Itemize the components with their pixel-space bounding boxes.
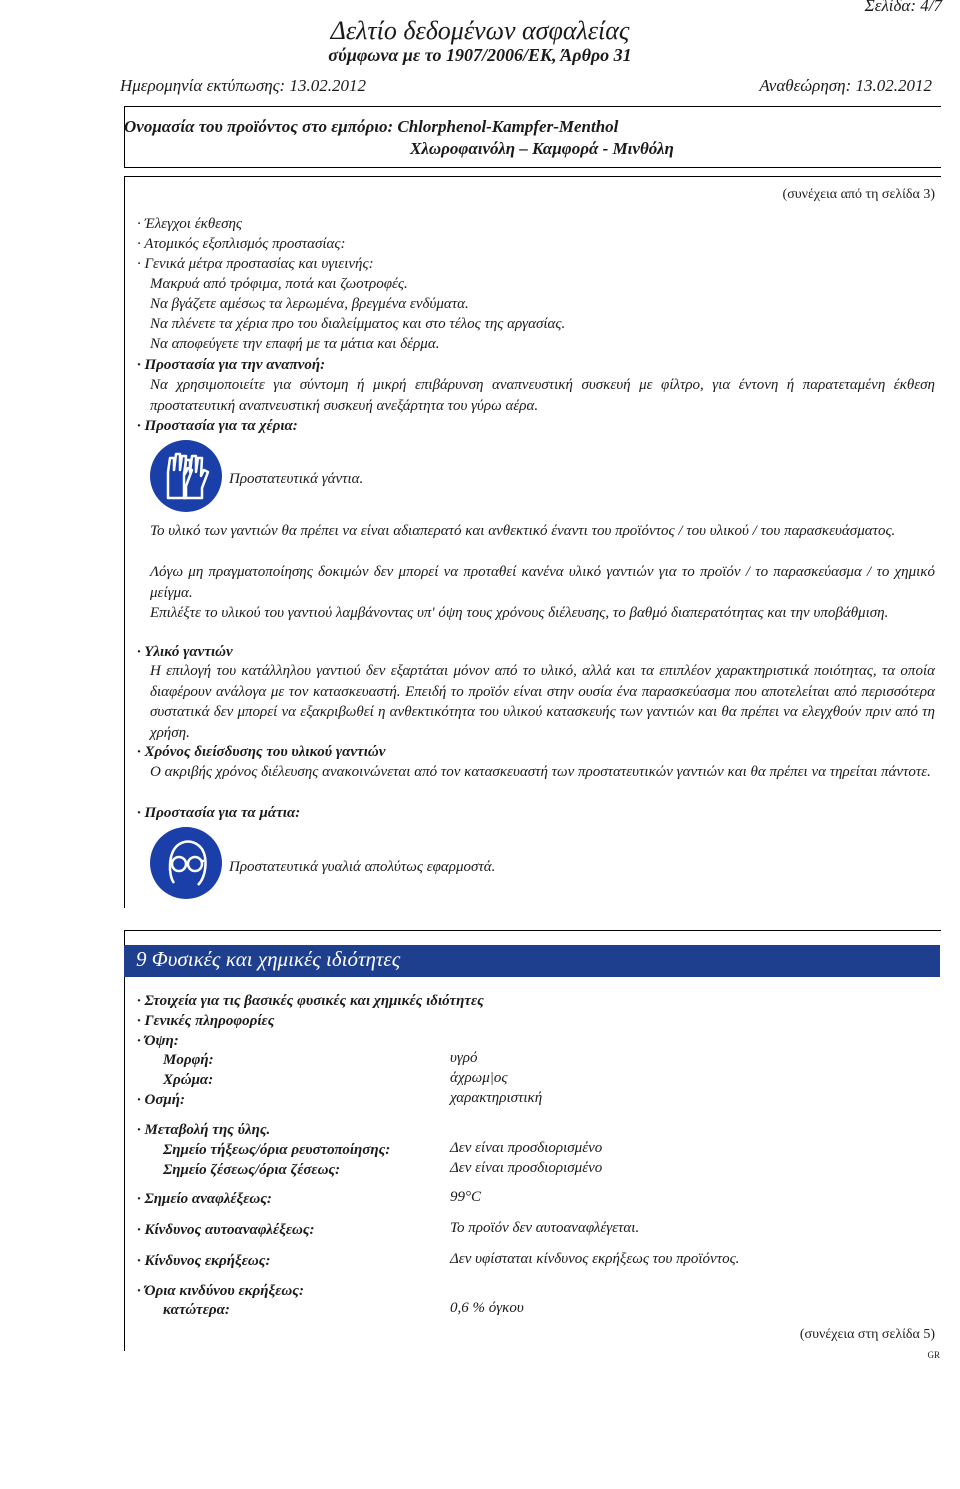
gloves-label: Προστατευτικά γάντια. — [229, 471, 364, 487]
melting-value: Δεν είναι προσδιορισμένο — [450, 1140, 603, 1156]
glove-material-heading: · Υλικό γαντιών — [137, 644, 233, 660]
section-9-header — [124, 945, 940, 977]
revision-date: Αναθεώρηση: 13.02.2012 — [759, 76, 932, 95]
odor-value: χαρακτηριστική — [450, 1090, 543, 1106]
penetration-text: Ο ακριβής χρόνος διέλευσης ανακοινώνεται από τον κατασκευαστή των προστατευτικών γαντιών και θα πρέπει να τηρείται πάντοτε. — [150, 764, 931, 780]
auto-ignition-label: · Κίνδυνος αυτοαναφλέξεως: — [137, 1222, 315, 1238]
product-name-greek: Χλωροφαινόλη – Καμφορά - Μινθόλη — [410, 139, 674, 158]
hygiene-line-3: Να πλένετε τα χέρια προ του διαλείμματος και στο τέλος της αργασίας. — [150, 316, 566, 332]
print-date: Ημερομηνία εκτύπωσης: 13.02.2012 — [120, 76, 366, 95]
color-label: Χρώμα: — [163, 1072, 214, 1088]
explosion-limits-label: · Όρια κινδύνου εκρήξεως: — [137, 1283, 304, 1299]
flash-point-value: 99°C — [450, 1189, 482, 1205]
explosion-label: · Κίνδυνος εκρήξεως: — [137, 1253, 271, 1269]
change-heading: · Μεταβολή της ύλης. — [137, 1122, 271, 1138]
odor-label: · Οσμή: — [137, 1092, 185, 1108]
boiling-value: Δεν είναι προσδιορισμένο — [450, 1160, 603, 1176]
gloves-icon — [150, 440, 222, 512]
goggles-icon — [150, 827, 222, 899]
continued-to: (συνέχεια στη σελίδα 5) — [799, 1327, 935, 1342]
respiratory-heading: · Προστασία για την αναπνοή: — [137, 357, 326, 373]
color-value: άχρωμ|ος — [450, 1070, 508, 1086]
hygiene-line-1: Μακρυά από τρόφιμα, ποτά και ζωοτροφές. — [150, 276, 408, 292]
hygiene-heading: · Γενικά μέτρα προστασίας και υγιεινής: — [137, 256, 374, 272]
continued-from: (συνέχεια από τη σελίδα 3) — [782, 187, 935, 202]
page-number: Σελίδα: 4/7 — [864, 0, 942, 15]
glove-material-text: Η επιλογή του κατάλληλου γαντιού δεν εξαρτάται μόνον από το υλικό, αλλά και τα επιπλέον χαρακτηριστικά ποιότητας, τα οποία διαφέρουν ανάλογα με τον κατασκευαστή. Επειδή το προϊόν είναι στην ουσία ένα παρασκεύασμα που αποτελείται από περισσότερα συστατικά δεν μπορεί να εξακριβωθεί η ανθεκτικότητα του υλικού κατασκευής των γαντιών και θα πρέπει να ελεγχθούν πριν από τη χρήση. — [150, 663, 935, 741]
auto-ignition-value: Το προϊόν δεν αυτοαναφλέγεται. — [450, 1220, 640, 1236]
hand-paragraph-1: Το υλικό των γαντιών θα πρέπει να είναι αδιαπερατό και ανθεκτικό έναντι του προϊόντος / του υλικού / του παρασκευάσματος. — [150, 523, 896, 539]
lower-limit-label: κατώτερα: — [163, 1302, 230, 1318]
form-label: Μορφή: — [163, 1052, 214, 1068]
respiratory-text: Να χρησιμοποιείτε για σύντομη ή μικρή επιβάρυνση αναπνευστική συσκευή με φίλτρο, για έντονη ή παρατεταμένη έκθεση προστατευτική αναπνευστική συσκευή ανεξάρτητα του γύρω αέρα. — [150, 377, 935, 414]
exposure-heading: · Έλεγχοι έκθεσης — [137, 216, 243, 232]
penetration-heading: · Χρόνος διείσδυσης του υλικού γαντιών — [137, 744, 386, 760]
document-subtitle: σύμφωνα με το 1907/2006/ΕΚ, Άρθρο 31 — [328, 45, 632, 65]
eye-heading: · Προστασία για τα μάτια: — [137, 805, 301, 821]
section-9-title: 9 Φυσικές και χημικές ιδιότητες — [136, 947, 401, 971]
melting-label: Σημείο τήξεως/όρια ρευστοποίησης: — [163, 1142, 391, 1158]
boiling-label: Σημείο ζέσεως/όρια ζέσεως: — [163, 1162, 341, 1178]
hand-paragraph-3: Επιλέξτε το υλικού του γαντιού λαμβάνοντας υπ' όψη τους χρόνους διέλευσης, το βαθμό διαπερατότητας και την υποβάθμιση. — [150, 605, 889, 621]
hand-heading: · Προστασία για τα χέρια: — [137, 418, 298, 434]
hygiene-line-2: Να βγάζετε αμέσως τα λερωμένα, βρεγμένα ενδύματα. — [150, 296, 469, 312]
language-code: GR — [927, 1350, 940, 1360]
hygiene-line-4: Να αποφεύγετε την επαφή με τα μάτια και δέρμα. — [150, 336, 440, 352]
lower-limit-value: 0,6 % όγκου — [450, 1300, 524, 1316]
ppe-heading: · Ατομικός εξοπλισμός προστασίας: — [137, 236, 346, 252]
goggles-label: Προστατευτικά γυαλιά απολύτως εφαρμοστά. — [229, 859, 496, 875]
basic-properties-heading: · Στοιχεία για τις βασικές φυσικές και χημικές ιδιότητες — [137, 993, 484, 1009]
product-name: Ονομασία του προϊόντος στο εμπόριο: Chlorphenol-Kampfer-Menthol — [124, 117, 619, 136]
flash-point-label: · Σημείο αναφλέξεως: — [137, 1191, 272, 1207]
general-info-heading: · Γενικές πληροφορίες — [137, 1013, 275, 1029]
explosion-value: Δεν υφίσταται κίνδυνος εκρήξεως του προϊόντος. — [450, 1251, 740, 1267]
form-value: υγρό — [450, 1050, 478, 1066]
document-title: Δελτίο δεδομένων ασφαλείας — [330, 16, 630, 45]
appearance-heading: · Όψη: — [137, 1033, 179, 1049]
hand-paragraph-2: Λόγω μη πραγματοποίησης δοκιμών δεν μπορεί να προταθεί κανένα υλικό γαντιών για το προϊόν / το παρασκεύασμα / το χημικό μείγμα. — [150, 564, 935, 601]
